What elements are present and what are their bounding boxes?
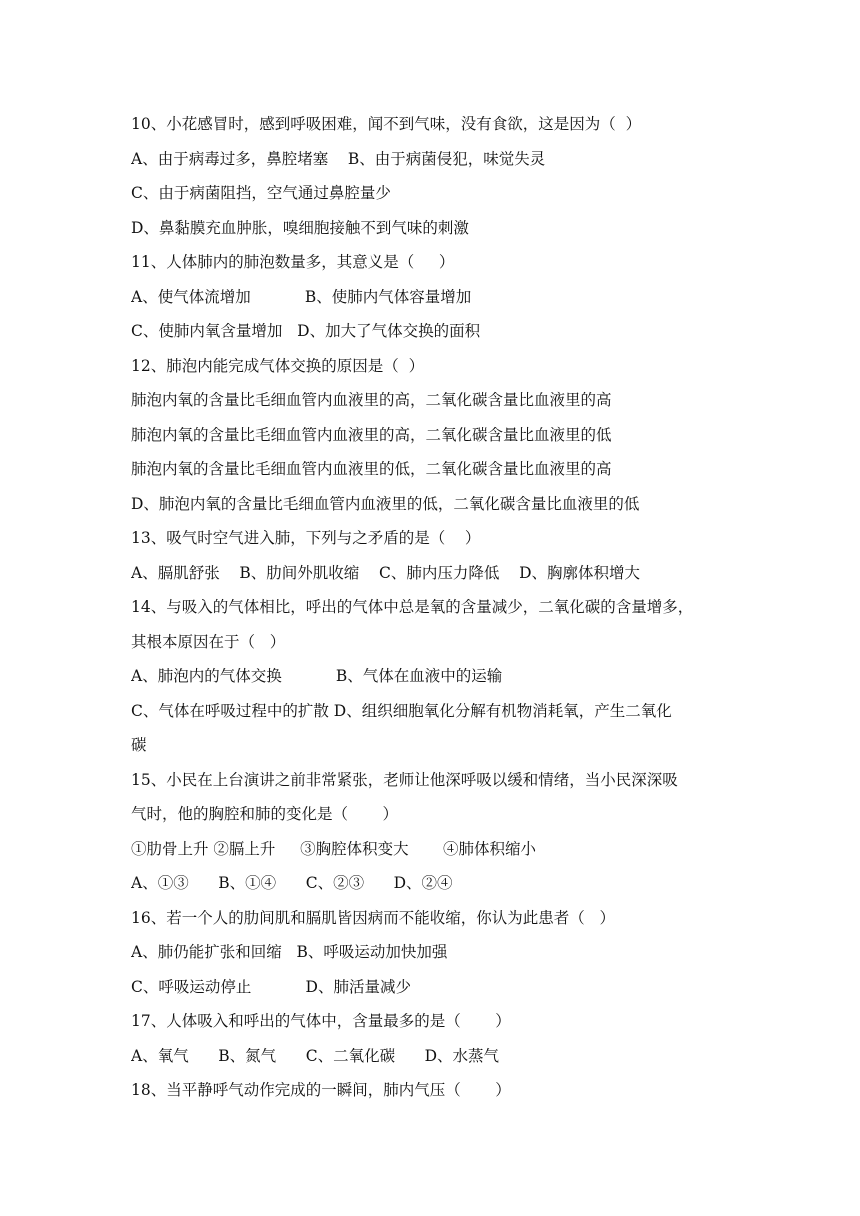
question-17-stem: 17、人体吸入和呼出的气体中，含量最多的是（ ）	[131, 1012, 511, 1030]
question-11-stem: 11、人体肺内的肺泡数量多，其意义是（ ）	[131, 253, 455, 271]
question-12-option-c: 肺泡内氧的含量比毛细血管内血液里的低，二氧化碳含量比血液里的高	[131, 460, 612, 478]
question-16-options-ab: A、肺仍能扩张和回缩 B、呼吸运动加快加强	[131, 943, 448, 961]
question-17-options: A、氧气 B、氮气 C、二氧化碳 D、水蒸气	[131, 1046, 500, 1065]
question-16-options-cd: C、呼吸运动停止 D、肺活量减少	[131, 977, 411, 996]
question-18-stem: 18、当平静呼气动作完成的一瞬间，肺内气压（ ）	[131, 1081, 511, 1099]
question-14-options-ab: A、肺泡内的气体交换 B、气体在血液中的运输	[131, 667, 503, 685]
question-15-stem-line-1: 15、小民在上台演讲之前非常紧张，老师让他深呼吸以缓和情绪，当小民深深吸	[131, 770, 678, 789]
question-12-option-b: 肺泡内氧的含量比毛细血管内血液里的高，二氧化碳含量比血液里的低	[131, 425, 612, 444]
question-10-option-c: C、由于病菌阻挡，空气通过鼻腔量少	[131, 184, 391, 202]
question-16-stem: 16、若一个人的肋间肌和膈肌皆因病而不能收缩，你认为此患者（ ）	[131, 908, 616, 927]
question-13-stem: 13、吸气时空气进入肺，下列与之矛盾的是（ ）	[131, 529, 481, 547]
question-14-stem-line-2: 其根本原因在于（ ）	[131, 632, 286, 651]
question-10-options-ab: A、由于病毒过多，鼻腔堵塞 B、由于病菌侵犯，味觉失灵	[131, 149, 546, 168]
question-10-stem: 10、小花感冒时，感到呼吸困难，闻不到气味，没有食欲，这是因为（ ）	[131, 115, 642, 133]
question-15-options: A、①③ B、①④ C、②③ D、②④	[131, 874, 453, 892]
question-10-option-d: D、鼻黏膜充血肿胀，嗅细胞接触不到气味的刺激	[131, 218, 469, 237]
question-15-stem-line-2: 气时，他的胸腔和肺的变化是（ ）	[131, 805, 398, 823]
question-14-options-cd-wrap: 碳	[131, 736, 147, 754]
question-13-options: A、膈肌舒张 B、肋间外肌收缩 C、肺内压力降低 D、胸廓体积增大	[131, 563, 640, 582]
question-12-option-d: D、肺泡内氧的含量比毛细血管内血液里的低，二氧化碳含量比血液里的低	[131, 494, 640, 513]
question-14-stem-line-1: 14、与吸入的气体相比，呼出的气体中总是氧的含量减少，二氧化碳的含量增多，	[131, 598, 694, 616]
question-11-options-ab: A、使气体流增加 B、使肺内气体容量增加	[131, 287, 472, 306]
question-text-block	[131, 107, 741, 1108]
question-12-stem: 12、肺泡内能完成气体交换的原因是（ ）	[131, 356, 425, 375]
question-11-options-cd: C、使肺内氧含量增加 D、加大了气体交换的面积	[131, 322, 481, 340]
question-15-statements: ①肋骨上升 ②膈上升 ③胸腔体积变大 ④肺体积缩小	[131, 839, 537, 858]
question-12-option-a: 肺泡内氧的含量比毛细血管内血液里的高，二氧化碳含量比血液里的高	[131, 391, 612, 409]
question-14-options-cd: C、气体在呼吸过程中的扩散 D、组织细胞氧化分解有机物消耗氧，产生二氧化	[131, 701, 672, 720]
